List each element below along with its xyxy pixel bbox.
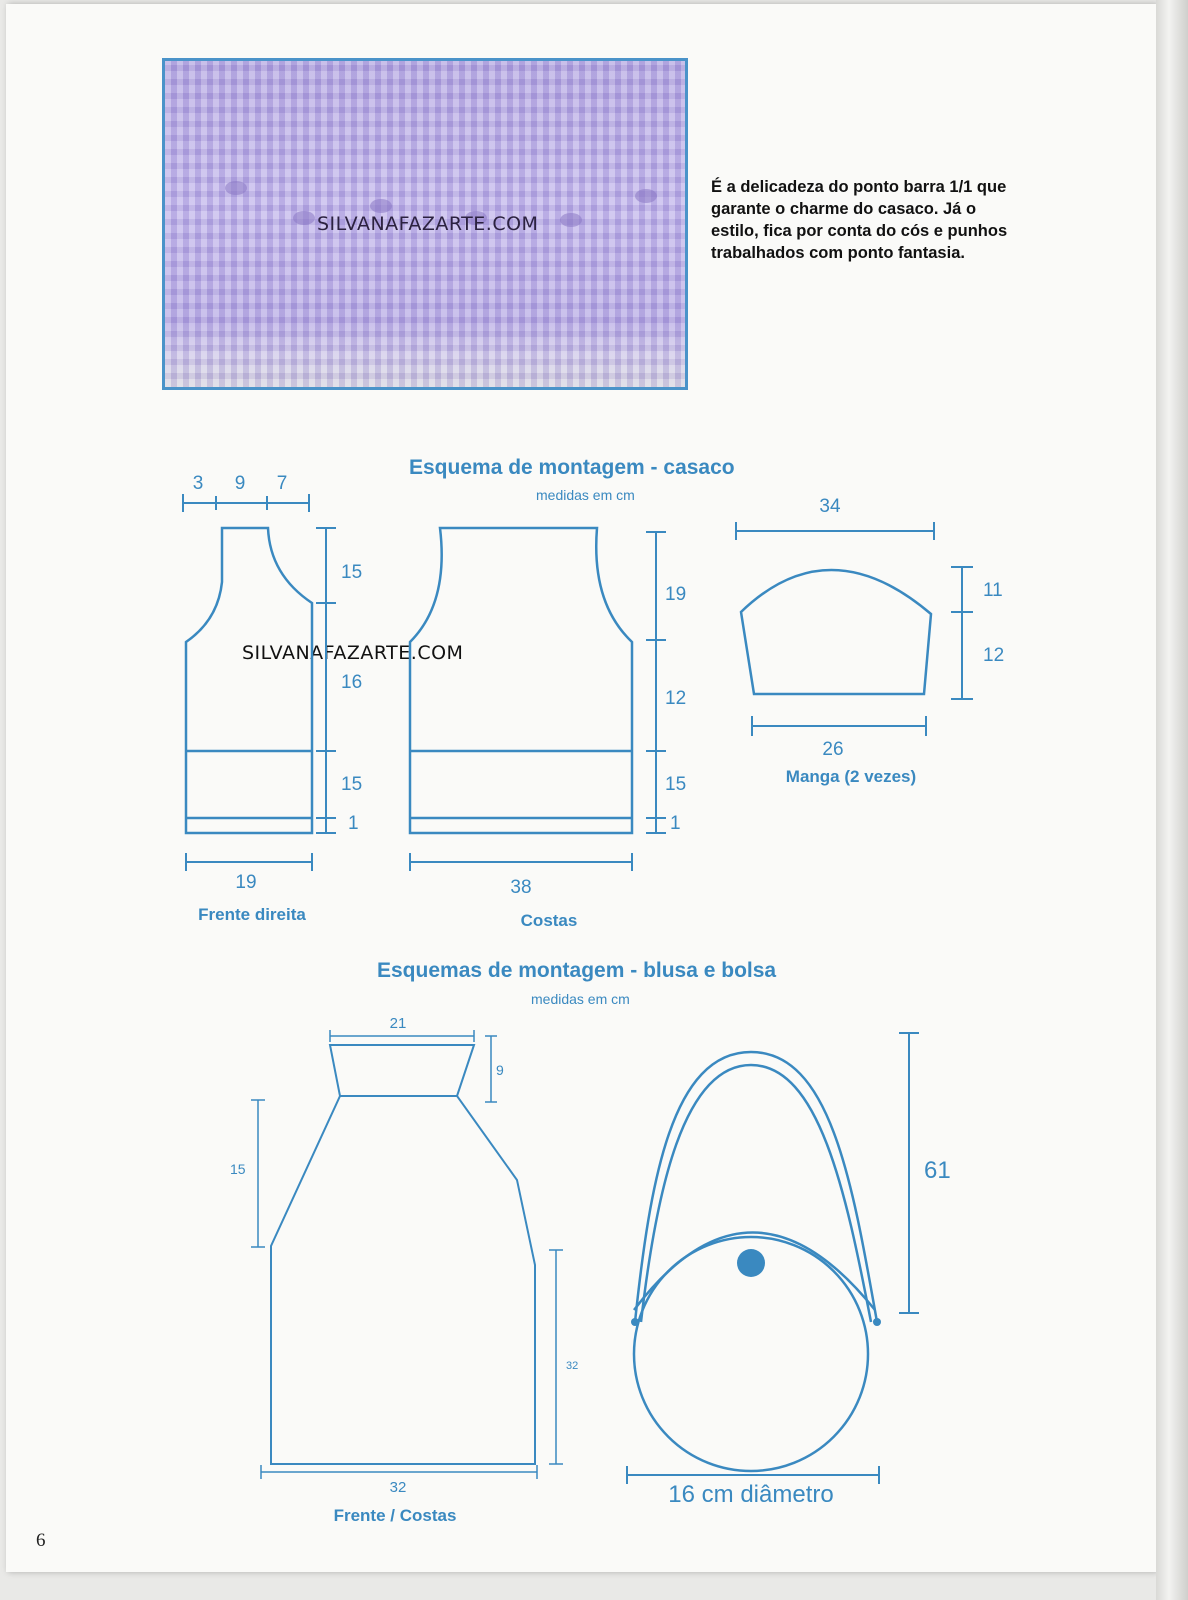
frente-dim-15-top: 15 (341, 562, 363, 583)
costas-dim-15: 15 (665, 774, 687, 795)
bolsa-diameter-label: 16 cm diâmetro (668, 1481, 834, 1508)
blusa-width: 32 (389, 1479, 407, 1496)
manga-diagram (736, 522, 973, 736)
blusa-bolsa-title: Esquemas de montagem - blusa e bolsa (377, 959, 777, 982)
blusa-frente-costas-diagram (251, 1030, 563, 1479)
frente-dim-3: 3 (192, 473, 204, 494)
frente-direita-diagram (183, 494, 336, 871)
frente-label: Frente direita (198, 905, 306, 924)
frente-dim-1: 1 (348, 813, 359, 834)
costas-width: 38 (510, 877, 532, 898)
manga-label: Manga (2 vezes) (785, 767, 917, 786)
frente-dim-15-bottom: 15 (341, 774, 363, 795)
costas-dim-12: 12 (665, 688, 687, 709)
page-number: 6 (36, 1530, 46, 1551)
frente-dim-9: 9 (234, 473, 246, 494)
blusa-shoulder-height: 15 (230, 1161, 246, 1177)
blusa-bolsa-subtitle: medidas em cm (531, 991, 630, 1007)
blusa-neck-width: 21 (389, 1015, 407, 1032)
photo-watermark: SILVANAFAZARTE.COM (317, 213, 539, 235)
costas-label: Costas (520, 911, 578, 930)
manga-bottom-width: 26 (822, 739, 844, 760)
frente-dim-7: 7 (276, 473, 288, 494)
costas-diagram (410, 528, 666, 871)
casaco-subtitle: medidas em cm (536, 487, 635, 503)
bolsa-diagram (627, 1033, 919, 1484)
costas-dim-1: 1 (670, 813, 681, 834)
casaco-title: Esquema de montagem - casaco (409, 456, 735, 479)
frente-dim-16: 16 (341, 672, 363, 693)
photo-caption: É a delicadeza do ponto barra 1/1 que garante o charme do casaco. Já o estilo, fica por conta do cós e punhos trabalhados com ponto fantasia. (711, 178, 1008, 262)
manga-dim-11: 11 (983, 580, 1003, 601)
manga-dim-12: 12 (983, 645, 1005, 666)
blusa-neck-height: 9 (496, 1062, 504, 1078)
bolsa-handle-length: 61 (924, 1157, 951, 1184)
blusa-body-height: 32 (566, 1360, 579, 1372)
diagram-watermark: SILVANAFAZARTE.COM (242, 642, 464, 664)
blusa-label: Frente / Costas (333, 1506, 457, 1525)
costas-dim-19: 19 (665, 584, 687, 605)
frente-width: 19 (235, 872, 257, 893)
button-icon (737, 1249, 765, 1277)
manga-top-width: 34 (819, 496, 841, 517)
